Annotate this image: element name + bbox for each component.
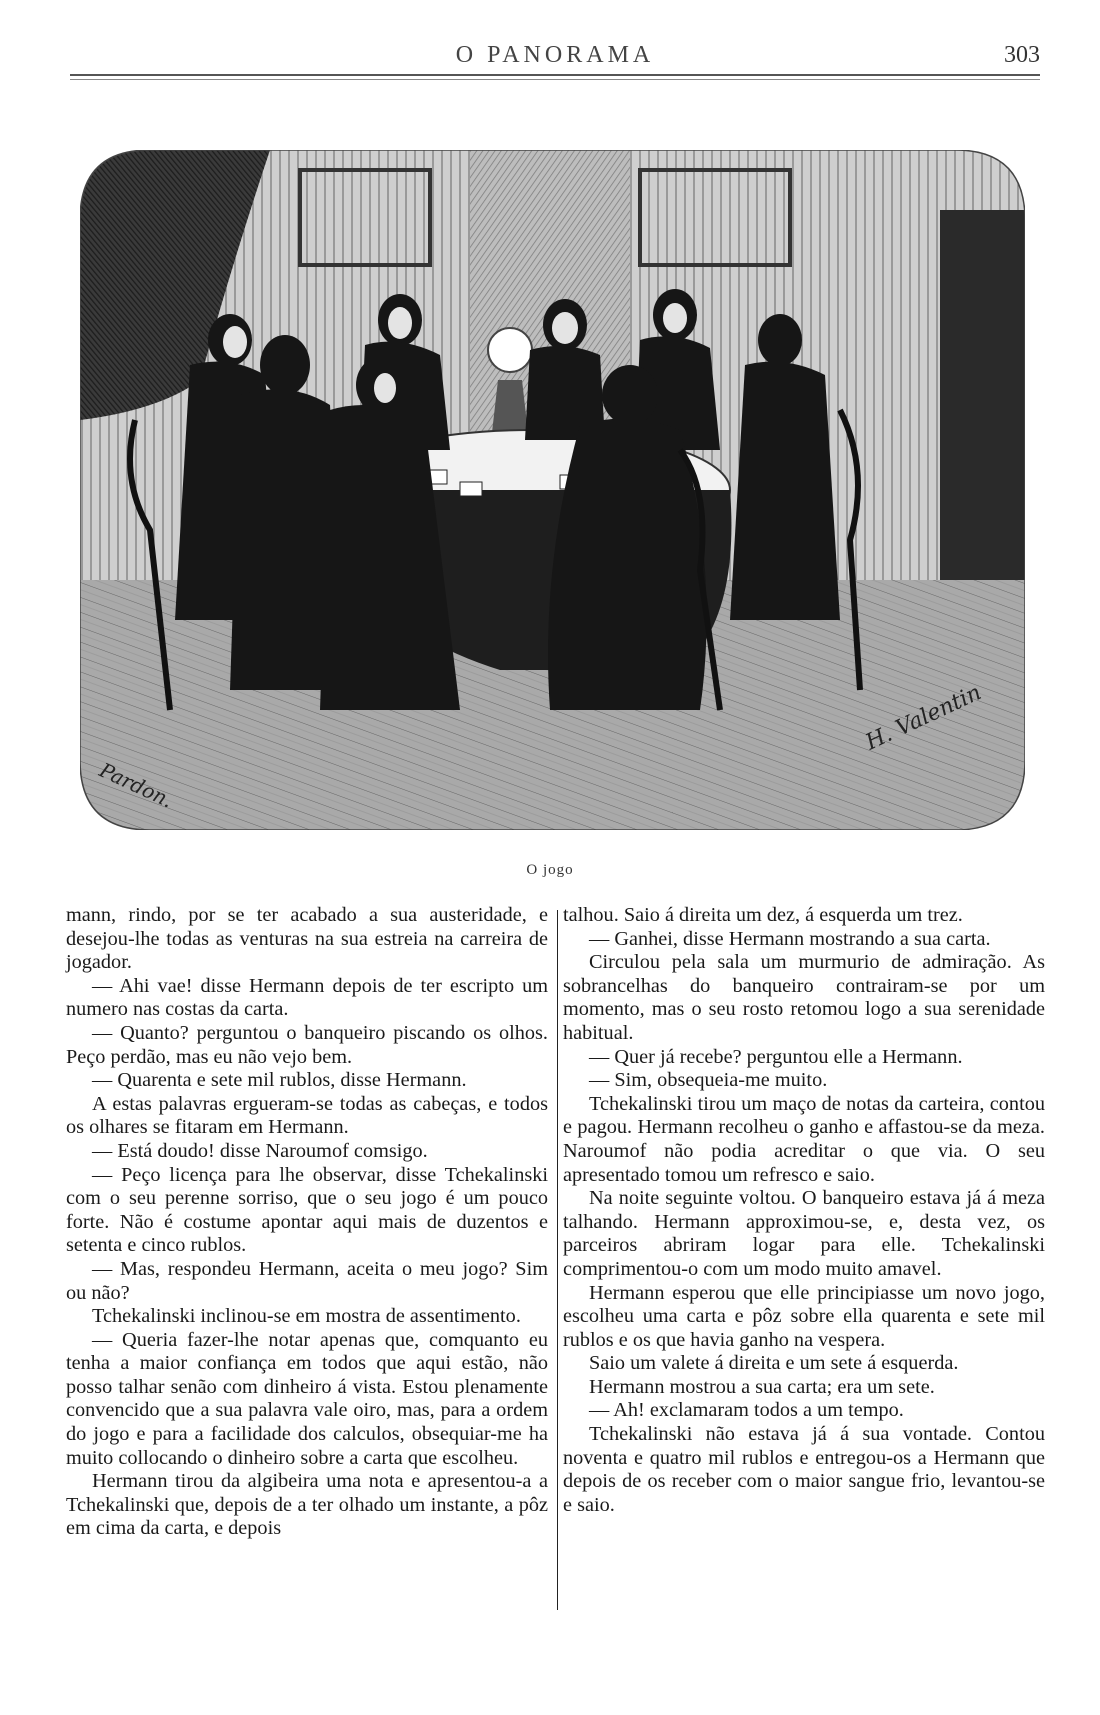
paragraph: Hermann mostrou a sua carta; era um sete. [589, 1375, 935, 1398]
header-rule-thin [70, 79, 1040, 80]
paragraph: mann, rindo, por se ter acabado a sua austeridade, e desejou-lhe todas as venturas na sua estreia na carreira de jogador. [66, 904, 548, 974]
page-number: 303 [1004, 42, 1040, 68]
paragraph: — Peço licença para lhe observar, disse Tchekalinski com o seu perenne sorriso, que o seu jogo é um pouco forte. Não é costume apontar aqui mais de duzentos e setenta e cinco rublos. [66, 1163, 548, 1257]
journal-title: O PANORAMA [455, 42, 655, 68]
paragraph: Saio um valete á direita e um sete á esquerda. [589, 1352, 959, 1375]
paragraph: Tchekalinski inclinou-se em mostra de assentimento. [92, 1305, 521, 1328]
column-divider [557, 910, 558, 1610]
paragraph: Circulou pela sala um murmurio de admiração. As sobrancelhas do banqueiro contrairam-se por um momento, mas o seu rosto retomou logo a sua serenidade habitual. [563, 951, 1045, 1044]
paragraph: Tchekalinski não estava já á sua vontade. Contou noventa e quatro mil rublos e entregou-os a Hermann que depois de os receber com o maior sangue frio, levantou-se e saio. [563, 1423, 1045, 1516]
paragraph: — Sim, obsequeia-me muito. [589, 1069, 828, 1092]
paragraph: — Está doudo! disse Naroumof comsigo. [92, 1139, 428, 1162]
paragraph: Na noite seguinte voltou. O banqueiro estava já á meza talhando. Hermann approximou-se, e, desta vez, os parceiros abriram logar para elle. Tchekalinski comprimentou-o com um modo muito amavel. [563, 1187, 1045, 1280]
paragraph: — Ganhei, disse Hermann mostrando a sua carta. [589, 927, 991, 950]
paragraph: A estas palavras ergueram-se todas as cabeças, e todos os olhares se fitaram em Hermann. [66, 1092, 548, 1139]
artist-signature-right: H. Valentin [861, 680, 986, 756]
paragraph: Hermann esperou que elle principiasse um novo jogo, escolheu uma carta e pôz sobre ella quarenta e sete mil rublos e os que havia ganho na vespera. [563, 1281, 1045, 1351]
paragraph: — Quer já recebe? perguntou elle a Hermann. [589, 1045, 963, 1068]
paragraph: Hermann tirou da algibeira uma nota e apresentou-a a Tchekalinski que, depois de a ter olhado um instante, a pôz em cima da carta, e depois [66, 1470, 548, 1540]
paragraph: talhou. Saio á direita um dez, á esquerda um trez. [563, 904, 963, 926]
left-column [66, 904, 548, 1541]
paragraph: — Ahi vae! disse Hermann depois de ter escripto um numero nas costas da carta. [66, 974, 548, 1021]
engraving-illustration [80, 150, 1025, 830]
card-game-engraving [80, 150, 1025, 830]
paragraph: — Quanto? perguntou o banqueiro piscando os olhos. Peço perdão, mas eu não vejo bem. [66, 1021, 548, 1068]
paragraph: — Quarenta e sete mil rublos, disse Hermann. [92, 1069, 467, 1092]
artist-signature-left: Pardon. [95, 757, 177, 813]
right-column [563, 904, 1045, 1517]
figure-caption: O jogo [526, 862, 574, 878]
paragraph: — Queria fazer-lhe notar apenas que, comquanto eu tenha a maior confiança em todos que aqui estão, não posso talhar senão com dinheiro á vista. Estou plenamente convencido que a sua palavra vale oiro, mas, para a ordem do jogo e para a facilidade dos calculos, obsequiar-me ha muito collocando o dinheiro sobre a carta que escolheu. [66, 1328, 548, 1469]
paragraph: — Mas, respondeu Hermann, aceita o meu jogo? Sim ou não? [66, 1257, 548, 1304]
running-head [70, 38, 1040, 78]
header-rule [70, 74, 1040, 76]
paragraph: — Ah! exclamaram todos a um tempo. [589, 1399, 904, 1422]
paragraph: Tchekalinski tirou um maço de notas da carteira, contou e pagou. Hermann recolheu o ganho e affastou-se da meza. Naroumof não podia acreditar o que via. O seu apresentado tomou um refresco e saio. [563, 1092, 1045, 1186]
